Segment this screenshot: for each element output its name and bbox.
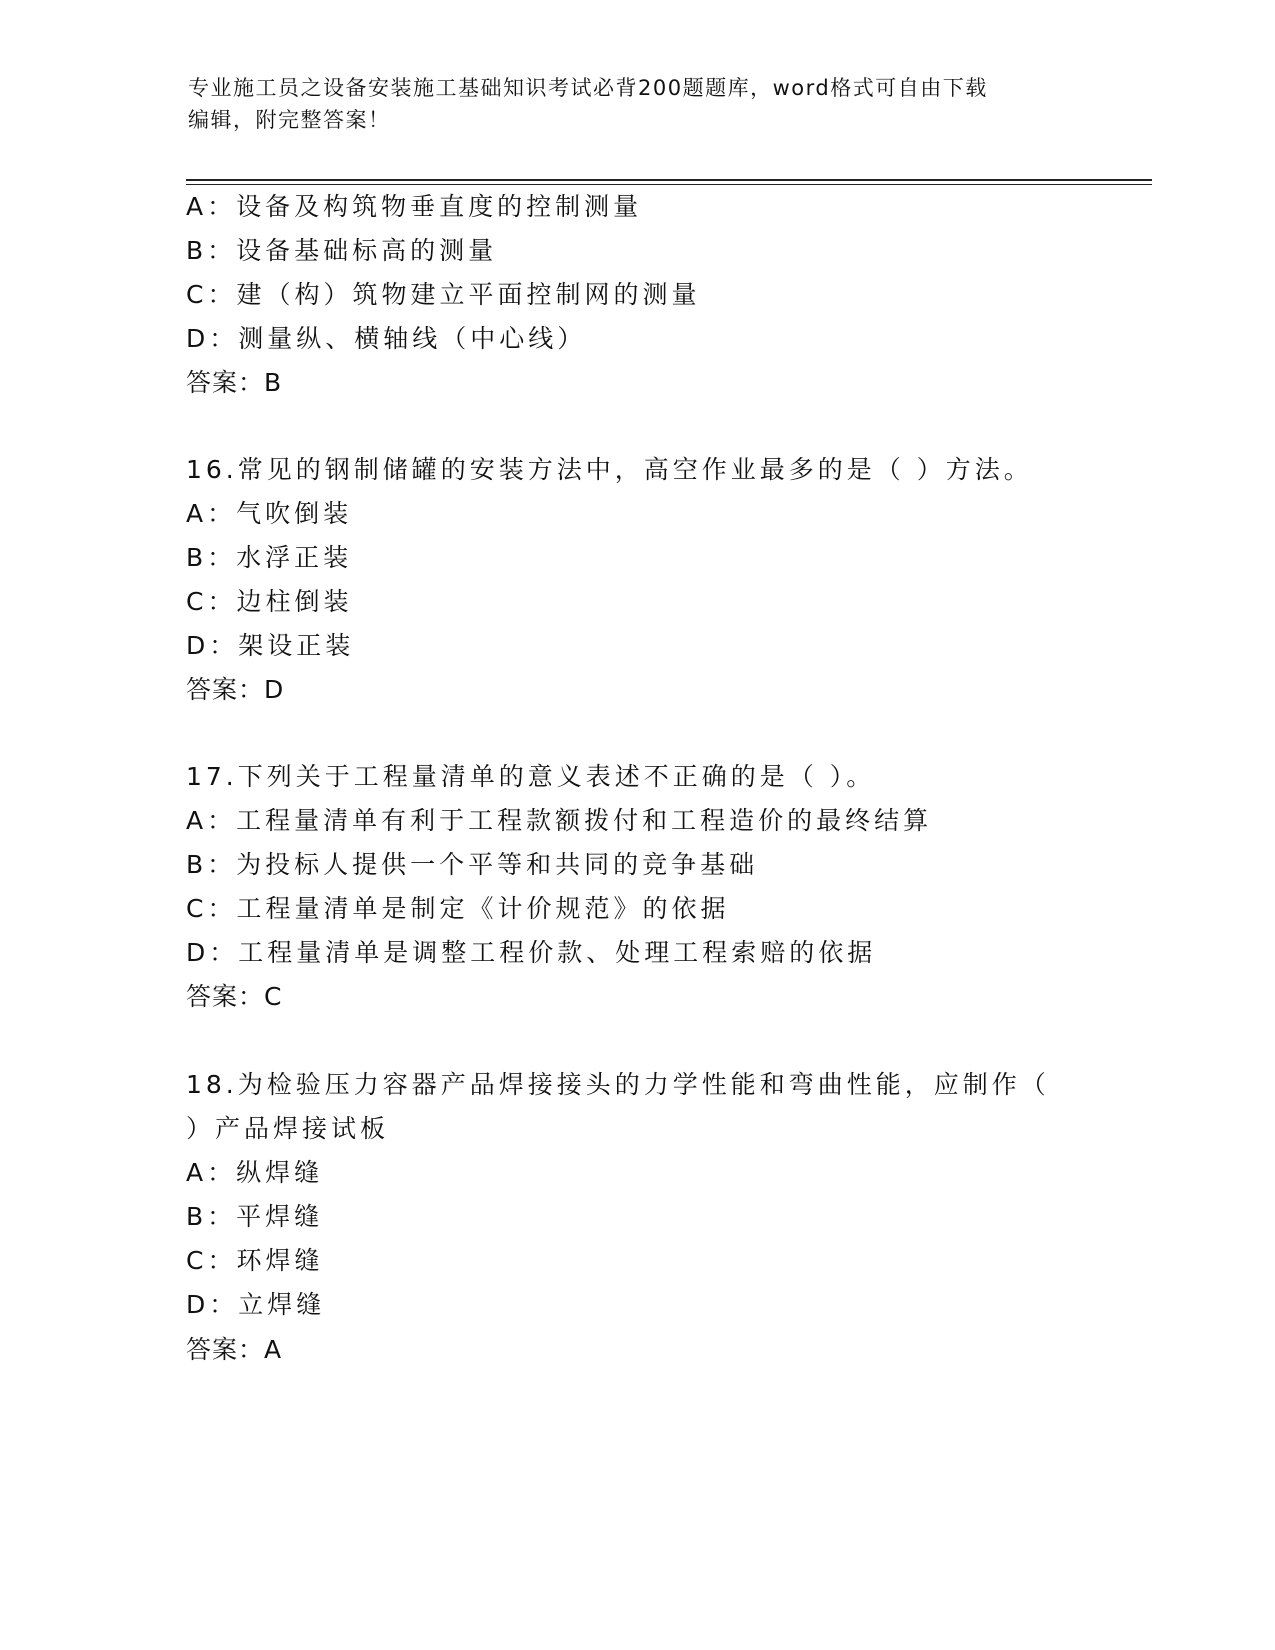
q15-option-c: C：建（构）筑物建立平面控制网的测量	[186, 280, 701, 309]
q16-answer: 答案：D	[186, 675, 285, 704]
q18-option-b: B：平焊缝	[186, 1202, 324, 1231]
header-divider-bottom	[186, 184, 1152, 185]
q16-option-a: A：气吹倒装	[186, 499, 353, 528]
q15-option-d: D：测量纵、横轴线（中心线）	[186, 324, 587, 353]
q17-option-a: A：工程量清单有利于工程款额拨付和工程造价的最终结算	[186, 806, 933, 835]
q15-option-b: B：设备基础标高的测量	[186, 236, 498, 265]
q18-question-line-2: ）产品焊接试板	[186, 1114, 390, 1143]
q17-question: 17.下列关于工程量清单的意义表述不正确的是（ ）。	[186, 762, 876, 791]
q15-option-a: A：设备及构筑物垂直度的控制测量	[186, 192, 643, 221]
q17-answer: 答案：C	[186, 982, 283, 1011]
q17-option-c: C：工程量清单是制定《计价规范》的依据	[186, 894, 730, 923]
q18-answer: 答案：A	[186, 1335, 283, 1364]
q18-option-d: D：立焊缝	[186, 1290, 326, 1319]
q18-option-a: A：纵焊缝	[186, 1158, 324, 1187]
header-line-2: 编辑，附完整答案！	[188, 108, 391, 132]
header-divider-top	[186, 179, 1152, 181]
q15-answer: 答案：B	[186, 368, 283, 397]
q17-option-d: D：工程量清单是调整工程价款、处理工程索赔的依据	[186, 938, 877, 967]
q16-option-d: D：架设正装	[186, 631, 355, 660]
q16-question: 16.常见的钢制储罐的安装方法中，高空作业最多的是（ ）方法。	[186, 455, 1033, 484]
q16-option-b: B：水浮正装	[186, 543, 353, 572]
q18-question-line-1: 18.为检验压力容器产品焊接接头的力学性能和弯曲性能，应制作（	[186, 1070, 1050, 1099]
q17-option-b: B：为投标人提供一个平等和共同的竞争基础	[186, 850, 759, 879]
q16-option-c: C：边柱倒装	[186, 587, 353, 616]
q18-option-c: C：环焊缝	[186, 1246, 324, 1275]
header-line-1: 专业施工员之设备安装施工基础知识考试必背200题题库，word格式可自由下载	[188, 76, 988, 100]
document-header	[188, 72, 1088, 136]
